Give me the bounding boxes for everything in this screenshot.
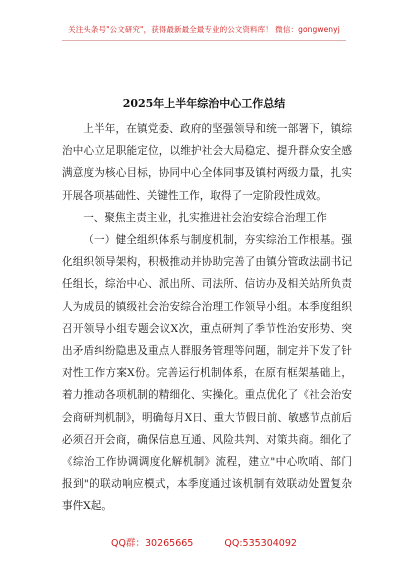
footer-qq-group: QQ群：30265665: [111, 538, 194, 549]
header-banner: 关注头条号"公文研究"，获得最新最全最专业的公文资料库！ 微信：gongwenyj: [68, 25, 340, 34]
header-divider: [62, 40, 346, 41]
section-heading: 一、聚焦主责主业，扎实推进社会治安综合治理工作: [83, 211, 327, 224]
body-paragraph: （一）健全组织体系与制度机制，夯实综治工作根基。强化组织领导架构，积极推动并协助完善了由镇分管政法副书记任组长，综治中心、派出所、司法所、信访办及相关站所负责人为成员的镇级社会治安综合治理工作领导小组。本季度组织召开领导小组专题会议X次，重点研判了季节性治安形势、突出矛盾纠纷隐患及重点人群服务管理等问题，制定并下发了针对性工作方案X份。完善运行机制体系，在原有框架基础上，着力推动各项机制的精细化、实操化。重点优化了《社会治安会商研判机制》，明确每月X日、重大节假日前、敏感节点前后必须召开会商，确保信息互通、风险共判、对策共商。细化了《综治工作协调调度化解机制》流程，建立"中心吹哨、部门报到"的联动响应模式，本季度通过该机制有效联动处置复杂事件X起。: [62, 234, 352, 513]
document-title: 2025年上半年综治中心工作总结: [122, 97, 286, 110]
footer: [0, 535, 408, 549]
intro-paragraph: 上半年，在镇党委、政府的坚强领导和统一部署下，镇综治中心立足职能定位，以维护社会大局稳定、提升群众安全感满意度为核心目标，协同中心全体同事及镇村两级力量，扎实开展各项基础性、关键性工作，取得了一定阶段性成效。: [62, 123, 352, 202]
document-body: [62, 118, 352, 518]
footer-qq-contact: QQ:535304092: [224, 538, 297, 549]
